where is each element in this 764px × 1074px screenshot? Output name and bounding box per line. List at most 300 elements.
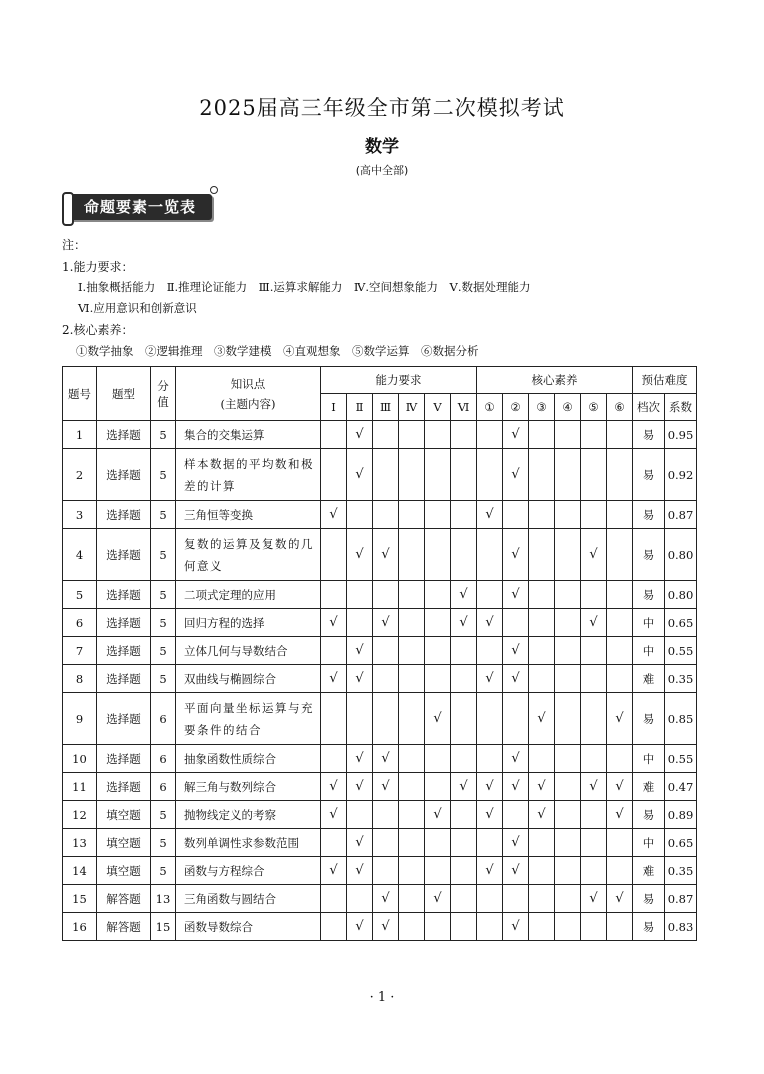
cell-knowledge: 集合的交集运算 — [176, 421, 321, 449]
header-knowledge-title: 知识点 — [230, 376, 266, 391]
check-icon: √ — [485, 671, 494, 686]
cell-ability — [451, 693, 477, 745]
cell-num: 1 — [63, 421, 97, 449]
cell-literacy — [555, 885, 581, 913]
cell-literacy — [555, 913, 581, 941]
ability-heading: 1.能力要求： — [62, 260, 134, 274]
header-ability: 能力要求 — [321, 367, 477, 394]
check-icon: √ — [355, 919, 364, 934]
check-icon: √ — [485, 807, 494, 822]
cell-coef: 0.89 — [665, 801, 697, 829]
cell-literacy — [555, 637, 581, 665]
cell-knowledge: 解三角与数列综合 — [176, 773, 321, 801]
ability-list-line2: Ⅵ.应用意识和创新意识 — [78, 301, 197, 315]
check-icon: √ — [381, 615, 390, 630]
check-icon: √ — [537, 711, 546, 726]
cell-coef: 0.80 — [665, 529, 697, 581]
cell-ability — [399, 773, 425, 801]
cell-literacy — [503, 801, 529, 829]
cell-coef: 0.80 — [665, 581, 697, 609]
cell-level: 易 — [633, 801, 665, 829]
cell-type: 选择题 — [97, 581, 151, 609]
cell-ability — [425, 829, 451, 857]
cell-ability — [399, 801, 425, 829]
cell-literacy — [607, 745, 633, 773]
cell-type: 选择题 — [97, 529, 151, 581]
cell-type: 选择题 — [97, 745, 151, 773]
cell-ability — [425, 637, 451, 665]
cell-literacy — [555, 501, 581, 529]
check-icon: √ — [355, 835, 364, 850]
check-icon: √ — [355, 751, 364, 766]
cell-ability — [321, 421, 347, 449]
cell-score: 6 — [151, 693, 176, 745]
ability-col-header: Ⅰ — [321, 394, 347, 421]
table-row — [63, 581, 697, 609]
cell-ability — [399, 637, 425, 665]
cell-coef: 0.85 — [665, 693, 697, 745]
cell-literacy — [581, 609, 607, 637]
check-icon: √ — [381, 919, 390, 934]
cell-type: 填空题 — [97, 801, 151, 829]
cell-ability — [451, 581, 477, 609]
check-icon: √ — [589, 779, 598, 794]
cell-num: 13 — [63, 829, 97, 857]
cell-ability — [373, 421, 399, 449]
cell-ability — [399, 501, 425, 529]
ability-col-header: Ⅱ — [347, 394, 373, 421]
cell-type: 解答题 — [97, 885, 151, 913]
cell-ability — [373, 609, 399, 637]
cell-type: 解答题 — [97, 913, 151, 941]
check-icon: √ — [589, 891, 598, 906]
cell-literacy — [477, 665, 503, 693]
cell-literacy — [477, 421, 503, 449]
header-literacy: 核心素养 — [477, 367, 633, 394]
cell-literacy — [607, 857, 633, 885]
cell-num: 12 — [63, 801, 97, 829]
cell-ability — [425, 665, 451, 693]
cell-literacy — [477, 501, 503, 529]
cell-literacy — [607, 913, 633, 941]
cell-level: 中 — [633, 745, 665, 773]
cell-ability — [399, 529, 425, 581]
cell-literacy — [581, 885, 607, 913]
cell-knowledge: 立体几何与导数结合 — [176, 637, 321, 665]
cell-literacy — [477, 885, 503, 913]
cell-literacy — [555, 693, 581, 745]
cell-literacy — [581, 913, 607, 941]
cell-literacy — [581, 529, 607, 581]
cell-literacy — [477, 449, 503, 501]
check-icon: √ — [355, 427, 364, 442]
cell-score: 5 — [151, 801, 176, 829]
cell-ability — [451, 421, 477, 449]
cell-literacy — [529, 801, 555, 829]
check-icon: √ — [329, 615, 338, 630]
table-row — [63, 665, 697, 693]
cell-knowledge: 三角函数与圆结合 — [176, 885, 321, 913]
literacy-col-header: ⑤ — [581, 394, 607, 421]
literacy-col-header: ⑥ — [607, 394, 633, 421]
cell-ability — [425, 857, 451, 885]
table-row — [63, 449, 697, 501]
cell-literacy — [477, 801, 503, 829]
cell-type: 填空题 — [97, 829, 151, 857]
cell-score: 5 — [151, 421, 176, 449]
check-icon: √ — [355, 779, 364, 794]
cell-literacy — [555, 745, 581, 773]
check-icon: √ — [355, 863, 364, 878]
cell-coef: 0.47 — [665, 773, 697, 801]
cell-literacy — [503, 857, 529, 885]
cell-literacy — [607, 421, 633, 449]
check-icon: √ — [329, 507, 338, 522]
cell-ability — [425, 581, 451, 609]
cell-knowledge: 抽象函数性质综合 — [176, 745, 321, 773]
cell-num: 15 — [63, 885, 97, 913]
cell-level: 易 — [633, 581, 665, 609]
check-icon: √ — [537, 807, 546, 822]
cell-ability — [399, 665, 425, 693]
cell-ability — [347, 773, 373, 801]
cell-literacy — [477, 609, 503, 637]
cell-coef: 0.55 — [665, 637, 697, 665]
cell-coef: 0.92 — [665, 449, 697, 501]
cell-ability — [373, 449, 399, 501]
cell-literacy — [581, 581, 607, 609]
table-row — [63, 609, 697, 637]
cell-ability — [321, 665, 347, 693]
cell-literacy — [477, 913, 503, 941]
cell-ability — [425, 421, 451, 449]
cell-ability — [451, 773, 477, 801]
cell-coef: 0.87 — [665, 501, 697, 529]
cell-type: 选择题 — [97, 609, 151, 637]
check-icon: √ — [511, 587, 520, 602]
cell-ability — [347, 885, 373, 913]
cell-literacy — [529, 449, 555, 501]
cell-level: 难 — [633, 773, 665, 801]
cell-ability — [321, 693, 347, 745]
literacy-col-header: ① — [477, 394, 503, 421]
ability-col-header: Ⅵ — [451, 394, 477, 421]
coef-col-header: 系数 — [665, 394, 697, 421]
check-icon: √ — [329, 863, 338, 878]
cell-score: 5 — [151, 449, 176, 501]
cell-score: 6 — [151, 745, 176, 773]
cell-ability — [321, 449, 347, 501]
cell-literacy — [529, 609, 555, 637]
cell-literacy — [555, 609, 581, 637]
check-icon: √ — [615, 711, 624, 726]
cell-literacy — [529, 529, 555, 581]
check-icon: √ — [511, 671, 520, 686]
cell-ability — [425, 529, 451, 581]
cell-ability — [373, 773, 399, 801]
cell-ability — [451, 529, 477, 581]
cell-num: 4 — [63, 529, 97, 581]
cell-type: 选择题 — [97, 501, 151, 529]
cell-knowledge: 双曲线与椭圆综合 — [176, 665, 321, 693]
check-icon: √ — [381, 891, 390, 906]
cell-num: 16 — [63, 913, 97, 941]
table-row — [63, 913, 697, 941]
cell-literacy — [581, 829, 607, 857]
header-type: 题型 — [97, 367, 151, 421]
cell-ability — [451, 501, 477, 529]
cell-type: 选择题 — [97, 449, 151, 501]
cell-ability — [373, 637, 399, 665]
cell-ability — [399, 885, 425, 913]
cell-ability — [321, 501, 347, 529]
cell-knowledge: 样本数据的平均数和极差的计算 — [176, 449, 321, 501]
cell-literacy — [607, 829, 633, 857]
cell-ability — [451, 913, 477, 941]
cell-ability — [425, 693, 451, 745]
section-banner — [62, 188, 214, 224]
cell-score: 5 — [151, 829, 176, 857]
cell-literacy — [607, 529, 633, 581]
cell-literacy — [581, 693, 607, 745]
cell-literacy — [529, 885, 555, 913]
ability-col-header: Ⅲ — [373, 394, 399, 421]
cell-ability — [321, 857, 347, 885]
cell-literacy — [555, 449, 581, 501]
cell-ability — [347, 693, 373, 745]
cell-literacy — [477, 529, 503, 581]
cell-score: 6 — [151, 773, 176, 801]
cell-ability — [399, 609, 425, 637]
ability-list-line1: Ⅰ.抽象概括能力 Ⅱ.推理论证能力 Ⅲ.运算求解能力 Ⅳ.空间想象能力 Ⅴ.数据处理能力 — [78, 280, 531, 294]
cell-ability — [347, 745, 373, 773]
check-icon: √ — [537, 779, 546, 794]
check-icon: √ — [511, 547, 520, 562]
cell-literacy — [477, 745, 503, 773]
cell-literacy — [529, 773, 555, 801]
table-row — [63, 801, 697, 829]
cell-type: 填空题 — [97, 857, 151, 885]
literacy-col-header: ③ — [529, 394, 555, 421]
banner-label: 命题要素一览表 — [83, 198, 196, 216]
cell-score: 13 — [151, 885, 176, 913]
check-icon: √ — [589, 615, 598, 630]
ability-col-header: Ⅴ — [425, 394, 451, 421]
cell-ability — [321, 773, 347, 801]
cell-coef: 0.35 — [665, 857, 697, 885]
cell-type: 选择题 — [97, 421, 151, 449]
cell-literacy — [529, 637, 555, 665]
cell-ability — [321, 913, 347, 941]
cell-literacy — [477, 693, 503, 745]
cell-knowledge: 抛物线定义的考察 — [176, 801, 321, 829]
cell-ability — [373, 665, 399, 693]
table-row — [63, 885, 697, 913]
cell-level: 易 — [633, 529, 665, 581]
cell-literacy — [529, 913, 555, 941]
cell-level: 中 — [633, 829, 665, 857]
cell-level: 难 — [633, 665, 665, 693]
cell-ability — [451, 665, 477, 693]
cell-num: 6 — [63, 609, 97, 637]
cell-ability — [347, 421, 373, 449]
check-icon: √ — [381, 547, 390, 562]
cell-ability — [399, 745, 425, 773]
check-icon: √ — [511, 427, 520, 442]
cell-num: 7 — [63, 637, 97, 665]
cell-ability — [321, 745, 347, 773]
cell-ability — [347, 449, 373, 501]
header-knowledge-sub: (主题内容) — [220, 396, 276, 411]
check-icon: √ — [511, 835, 520, 850]
cell-ability — [347, 857, 373, 885]
cell-literacy — [581, 773, 607, 801]
cell-coef: 0.83 — [665, 913, 697, 941]
cell-coef: 0.35 — [665, 665, 697, 693]
cell-literacy — [503, 609, 529, 637]
cell-coef: 0.65 — [665, 609, 697, 637]
table-row — [63, 693, 697, 745]
literacy-col-header: ④ — [555, 394, 581, 421]
check-icon: √ — [329, 779, 338, 794]
cell-literacy — [503, 665, 529, 693]
cell-ability — [399, 421, 425, 449]
cell-literacy — [477, 581, 503, 609]
cell-literacy — [503, 449, 529, 501]
cell-score: 15 — [151, 913, 176, 941]
cell-literacy — [555, 829, 581, 857]
cell-ability — [451, 885, 477, 913]
check-icon: √ — [433, 711, 442, 726]
cell-ability — [451, 801, 477, 829]
cell-literacy — [529, 421, 555, 449]
cell-knowledge: 复数的运算及复数的几何意义 — [176, 529, 321, 581]
cell-literacy — [581, 857, 607, 885]
cell-ability — [399, 913, 425, 941]
cell-literacy — [607, 773, 633, 801]
cell-knowledge: 三角恒等变换 — [176, 501, 321, 529]
cell-level: 难 — [633, 857, 665, 885]
cell-ability — [373, 913, 399, 941]
cell-score: 5 — [151, 637, 176, 665]
cell-literacy — [503, 745, 529, 773]
cell-literacy — [607, 501, 633, 529]
check-icon: √ — [381, 751, 390, 766]
cell-ability — [399, 581, 425, 609]
cell-level: 易 — [633, 449, 665, 501]
cell-ability — [347, 529, 373, 581]
scroll-icon — [68, 194, 212, 220]
cell-ability — [347, 913, 373, 941]
cell-literacy — [607, 885, 633, 913]
cell-knowledge: 函数与方程综合 — [176, 857, 321, 885]
cell-ability — [373, 801, 399, 829]
check-icon: √ — [355, 643, 364, 658]
cell-ability — [373, 829, 399, 857]
table-row — [63, 773, 697, 801]
cell-ability — [347, 637, 373, 665]
check-icon: √ — [485, 507, 494, 522]
exam-spec-table — [62, 366, 697, 941]
check-icon: √ — [511, 919, 520, 934]
check-icon: √ — [511, 779, 520, 794]
cell-literacy — [581, 665, 607, 693]
cell-ability — [451, 745, 477, 773]
cell-num: 2 — [63, 449, 97, 501]
cell-literacy — [477, 637, 503, 665]
cell-literacy — [555, 421, 581, 449]
cell-ability — [373, 529, 399, 581]
check-icon: √ — [329, 671, 338, 686]
cell-literacy — [529, 665, 555, 693]
cell-ability — [321, 637, 347, 665]
cell-ability — [373, 745, 399, 773]
cell-score: 5 — [151, 501, 176, 529]
cell-ability — [425, 801, 451, 829]
cell-literacy — [581, 501, 607, 529]
cell-num: 5 — [63, 581, 97, 609]
cell-level: 易 — [633, 693, 665, 745]
cell-ability — [373, 885, 399, 913]
cell-num: 8 — [63, 665, 97, 693]
ability-col-header: Ⅳ — [399, 394, 425, 421]
cell-ability — [321, 581, 347, 609]
note-intro: 注： — [62, 238, 87, 252]
cell-literacy — [503, 581, 529, 609]
check-icon: √ — [355, 671, 364, 686]
cell-level: 易 — [633, 885, 665, 913]
cell-knowledge: 二项式定理的应用 — [176, 581, 321, 609]
cell-knowledge: 函数导数综合 — [176, 913, 321, 941]
cell-literacy — [529, 693, 555, 745]
literacy-list: ①数学抽象 ②逻辑推理 ③数学建模 ④直观想象 ⑤数学运算 ⑥数据分析 — [76, 344, 479, 358]
check-icon: √ — [511, 863, 520, 878]
header-difficulty: 预估难度 — [633, 367, 697, 394]
cell-literacy — [503, 773, 529, 801]
cell-ability — [321, 529, 347, 581]
check-icon: √ — [381, 779, 390, 794]
table-row — [63, 529, 697, 581]
cell-num: 3 — [63, 501, 97, 529]
cell-ability — [425, 773, 451, 801]
cell-score: 5 — [151, 581, 176, 609]
cell-ability — [373, 857, 399, 885]
cell-literacy — [607, 665, 633, 693]
check-icon: √ — [511, 467, 520, 482]
cell-score: 5 — [151, 609, 176, 637]
cell-ability — [321, 801, 347, 829]
check-icon: √ — [511, 643, 520, 658]
cell-ability — [451, 829, 477, 857]
cell-coef: 0.95 — [665, 421, 697, 449]
literacy-heading: 2.核心素养： — [62, 323, 134, 337]
cell-level: 易 — [633, 421, 665, 449]
check-icon: √ — [615, 891, 624, 906]
cell-ability — [425, 885, 451, 913]
cell-ability — [399, 449, 425, 501]
header-num: 题号 — [63, 367, 97, 421]
cell-ability — [373, 501, 399, 529]
table-row — [63, 829, 697, 857]
check-icon: √ — [355, 547, 364, 562]
cell-num: 11 — [63, 773, 97, 801]
check-icon: √ — [485, 615, 494, 630]
cell-literacy — [503, 529, 529, 581]
cell-literacy — [607, 801, 633, 829]
cell-num: 9 — [63, 693, 97, 745]
cell-ability — [425, 501, 451, 529]
check-icon: √ — [615, 779, 624, 794]
